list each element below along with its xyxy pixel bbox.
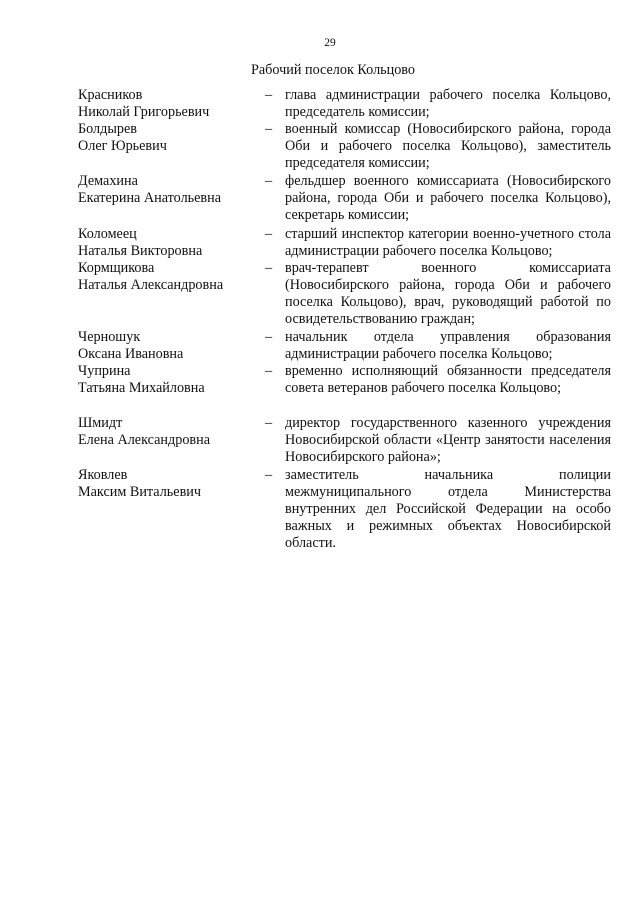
member-name xyxy=(78,226,258,260)
dash-separator: – xyxy=(265,226,273,242)
member-surname: Кормщикова xyxy=(78,260,155,276)
member-role: глава администрации рабочего поселка Кольцово, председатель комиссии; xyxy=(285,87,611,120)
member-given-name: Наталья Викторовна xyxy=(78,243,203,259)
section-title: Рабочий поселок Кольцово xyxy=(250,62,415,78)
member-name xyxy=(78,329,258,363)
member-surname: Шмидт xyxy=(78,415,123,431)
member-name xyxy=(78,87,258,121)
member-given-name: Елена Александровна xyxy=(78,432,210,448)
member-role: начальник отдела управления образования администрации рабочего поселка Кольцово; xyxy=(285,329,611,362)
member-role: врач-терапевт военного комиссариата (Новосибирского района, города Оби и рабочего поселка Кольцово), врач, руководящий работой по освидетельствованию граждан; xyxy=(285,260,611,327)
dash-separator: – xyxy=(265,467,273,483)
member-given-name: Наталья Александровна xyxy=(78,277,224,293)
member-role: военный комиссар (Новосибирского района, города Оби и рабочего поселка Кольцово), заместитель председателя комиссии; xyxy=(285,121,611,171)
member-surname: Болдырев xyxy=(78,121,137,137)
member-surname: Яковлев xyxy=(78,467,128,483)
member-name xyxy=(78,467,258,501)
member-name xyxy=(78,173,258,207)
member-role: директор государственного казенного учреждения Новосибирской области «Центр занятости населения Новосибирского района»; xyxy=(285,415,611,465)
dash-separator: – xyxy=(265,87,273,103)
member-role: заместитель начальника полиции межмуниципального отдела Министерства внутренних дел Российской Федерации на особо важных и режимных объектах Новосибирской области. xyxy=(285,467,611,551)
dash-separator: – xyxy=(265,415,273,431)
dash-separator: – xyxy=(265,329,273,345)
dash-separator: – xyxy=(265,173,273,189)
member-given-name: Татьяна Михайловна xyxy=(78,380,205,396)
member-name xyxy=(78,415,258,449)
member-name xyxy=(78,260,258,294)
member-surname: Черношук xyxy=(78,329,141,345)
member-role: старший инспектор категории военно-учетного стола администрации рабочего поселка Кольцово; xyxy=(285,226,611,259)
member-given-name: Екатерина Анатольевна xyxy=(78,190,222,206)
dash-separator: – xyxy=(265,121,273,137)
member-given-name: Николай Григорьевич xyxy=(78,104,210,120)
dash-separator: – xyxy=(265,363,273,379)
member-surname: Чуприна xyxy=(78,363,131,379)
dash-separator: – xyxy=(265,260,273,276)
member-name xyxy=(78,363,258,397)
member-surname: Красников xyxy=(78,87,143,103)
member-given-name: Олег Юрьевич xyxy=(78,138,167,154)
member-surname: Коломеец xyxy=(78,226,137,242)
member-name xyxy=(78,121,258,155)
member-given-name: Максим Витальевич xyxy=(78,484,201,500)
member-role: временно исполняющий обязанности председателя совета ветеранов рабочего поселка Кольцово; xyxy=(285,363,611,396)
page-number: 29 xyxy=(324,37,336,49)
member-role: фельдшер военного комиссариата (Новосибирского района, города Оби и рабочего поселка Кольцово), секретарь комиссии; xyxy=(285,173,611,223)
member-given-name: Оксана Ивановна xyxy=(78,346,184,362)
member-surname: Демахина xyxy=(78,173,138,189)
